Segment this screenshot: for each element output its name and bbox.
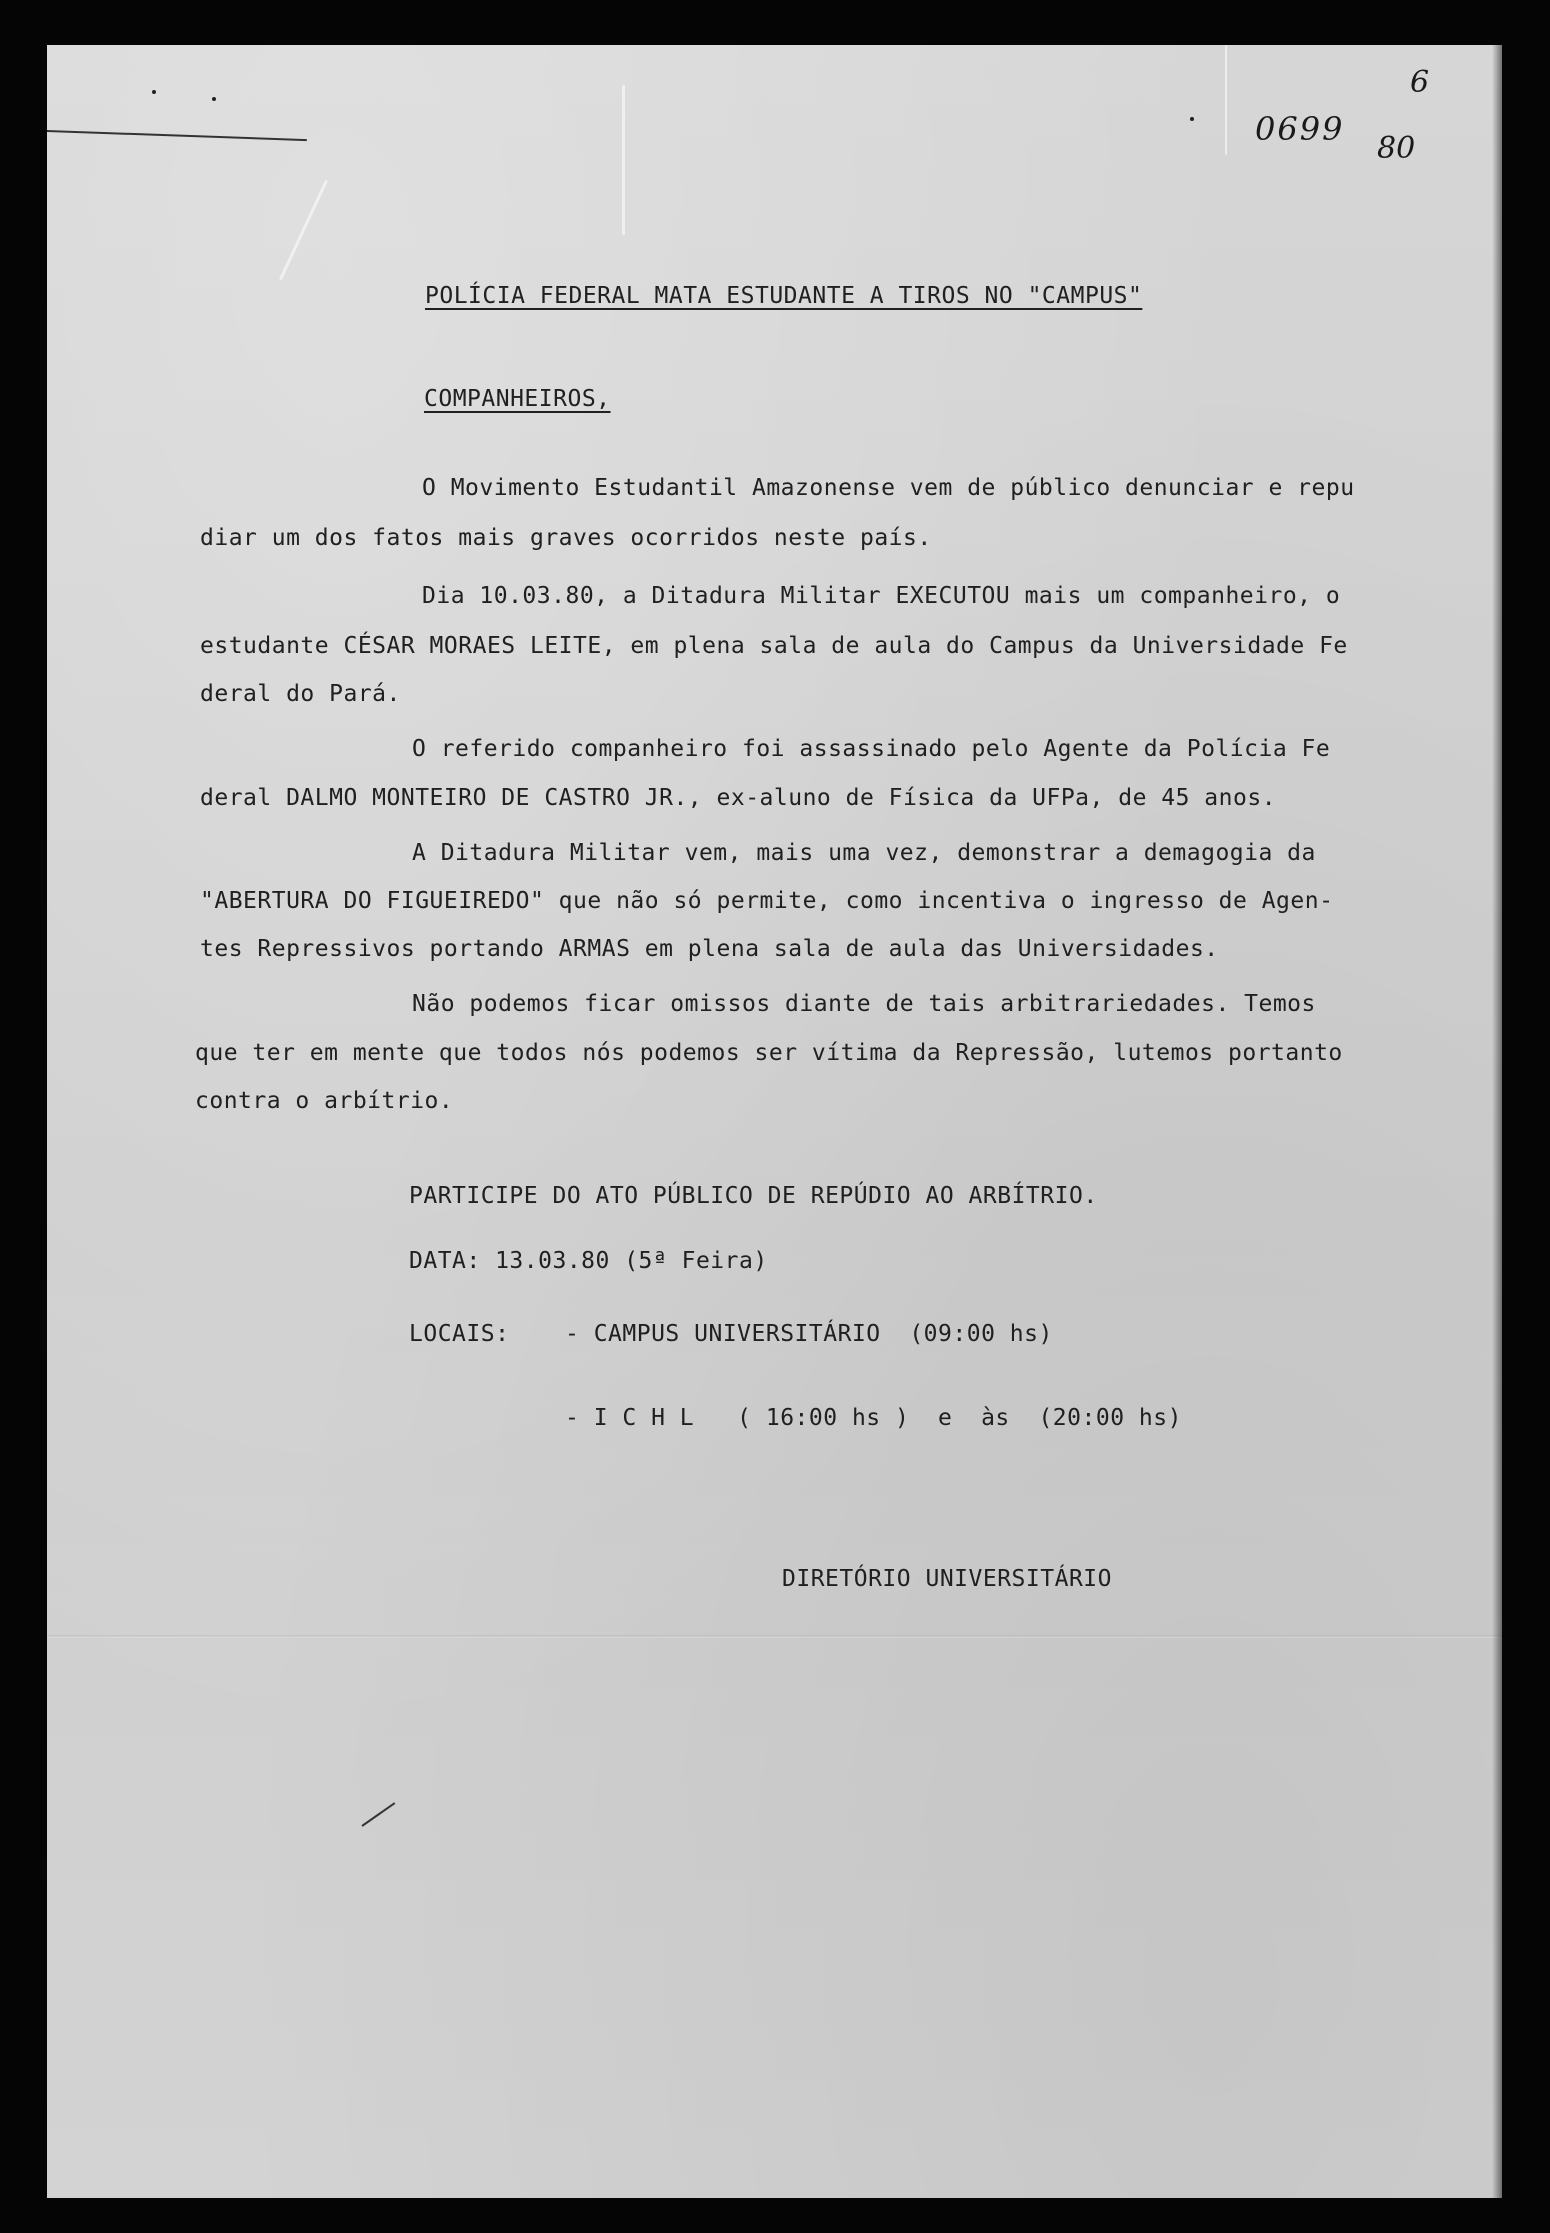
call-to-action: PARTICIPE DO ATO PÚBLICO DE REPÚDIO AO ARBÍTRIO. [409, 1183, 1098, 1209]
page-edge-shadow [1492, 45, 1502, 2198]
paragraph-5-line-2: que ter em mente que todos nós podemos ser vítima da Repressão, lutemos portanto [195, 1040, 1343, 1066]
paragraph-5-line-3: contra o arbítrio. [195, 1088, 454, 1114]
scratch-mark [279, 180, 328, 281]
speck-mark [152, 90, 156, 94]
scratch-mark [1225, 45, 1227, 155]
paragraph-4-line-1: A Ditadura Militar vem, mais uma vez, demonstrar a demagogia da [412, 840, 1316, 866]
speck-mark [212, 97, 216, 101]
location-campus: - CAMPUS UNIVERSITÁRIO (09:00 hs) [565, 1321, 1053, 1347]
page-fold-line [47, 1635, 1502, 1638]
speck-mark [1190, 117, 1194, 121]
locations-label: LOCAIS: [409, 1321, 510, 1347]
document-title: POLÍCIA FEDERAL MATA ESTUDANTE A TIROS NO "CAMPUS" [425, 283, 1143, 309]
location-ichl: - I C H L ( 16:00 hs ) e às (20:00 hs) [565, 1405, 1182, 1431]
paragraph-1-line-2: diar um dos fatos mais graves ocorridos neste país. [200, 525, 932, 551]
paragraph-3-line-1: O referido companheiro foi assassinado pelo Agente da Polícia Fe [412, 736, 1331, 762]
handwritten-stroke [47, 130, 307, 141]
paragraph-2-line-3: deral do Pará. [200, 681, 401, 707]
archive-stamp-number: 0699 [1255, 110, 1345, 148]
paragraph-2-line-1: Dia 10.03.80, a Ditadura Militar EXECUTOU mais um companheiro, o [422, 583, 1341, 609]
salutation: COMPANHEIROS, [424, 386, 611, 412]
signature: DIRETÓRIO UNIVERSITÁRIO [782, 1566, 1112, 1592]
paragraph-1-line-1-text: O Movimento Estudantil Amazonense vem de público denunciar e repu [422, 475, 1355, 501]
paragraph-3-line-2: deral DALMO MONTEIRO DE CASTRO JR., ex-aluno de Física da UFPa, de 45 anos. [200, 785, 1277, 811]
handwritten-stroke [361, 1802, 395, 1827]
handwritten-mark: 6 [1410, 65, 1430, 100]
scratch-mark [622, 85, 625, 235]
paragraph-4-line-3: tes Repressivos portando ARMAS em plena sala de aula das Universidades. [200, 936, 1219, 962]
document-page [47, 45, 1502, 2198]
paragraph-2-line-2: estudante CÉSAR MORAES LEITE, em plena sala de aula do Campus da Universidade Fe [200, 633, 1348, 659]
paragraph-1-line-1 [422, 477, 1405, 500]
event-date: DATA: 13.03.80 (5ª Feira) [409, 1248, 768, 1274]
paragraph-5-line-1: Não podemos ficar omissos diante de tais arbitrariedades. Temos [412, 991, 1316, 1017]
paragraph-4-line-2: "ABERTURA DO FIGUEIREDO" que não só permite, como incentiva o ingresso de Agen- [200, 888, 1334, 914]
archive-stamp-suffix: 80 [1377, 131, 1416, 166]
